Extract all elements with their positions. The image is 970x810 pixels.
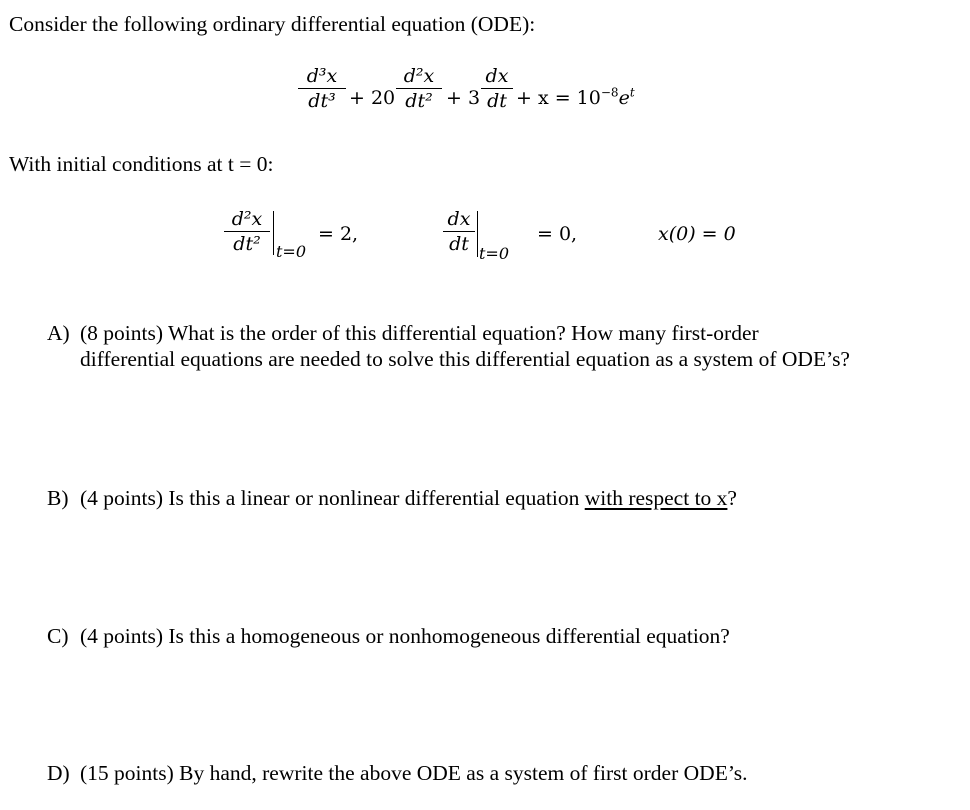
fraction-bar xyxy=(481,88,513,89)
fraction-denominator: dt xyxy=(487,90,507,112)
fraction-denominator: dt³ xyxy=(308,90,336,112)
fraction-denominator: dt xyxy=(449,233,469,255)
evaluation-bar xyxy=(477,211,478,257)
question-text: (4 points) Is this a homogeneous or nonhomogeneous differential equation? xyxy=(80,624,730,648)
intro-text: Consider the following ordinary differential equation (ODE): xyxy=(9,12,536,36)
fraction-numerator: d³x xyxy=(306,65,338,87)
condition-first-derivative-fraction xyxy=(443,208,475,255)
question-label: D) xyxy=(47,761,70,785)
question-label: A) xyxy=(47,321,70,345)
fraction-bar xyxy=(443,231,475,232)
condition-subscript: t=0 xyxy=(276,242,307,261)
ode-term-first-derivative xyxy=(481,65,513,112)
rhs-exponent-t: t xyxy=(629,85,635,100)
fraction-numerator: d²x xyxy=(403,65,435,87)
condition-initial-position: x(0) = 0 xyxy=(658,223,736,245)
ode-operator-20: + 20 xyxy=(349,87,396,109)
question-label: C) xyxy=(47,624,69,648)
fraction-bar xyxy=(396,88,442,89)
question-mark: ? xyxy=(727,486,737,510)
question-text-line-1: (8 points) What is the order of this differential equation? How many first-order xyxy=(80,321,759,345)
question-text: (15 points) By hand, rewrite the above ODE as a system of first order ODE’s. xyxy=(80,761,748,785)
fraction-denominator: dt² xyxy=(233,233,261,255)
rhs-base: e xyxy=(618,87,630,109)
question-text-line-2: differential equations are needed to solve this differential equation as a system of ODE’s? xyxy=(80,347,850,371)
underlined-phrase: with respect to x xyxy=(584,486,728,510)
ode-right-hand-side xyxy=(516,86,635,110)
fraction-bar xyxy=(298,88,346,89)
question-b xyxy=(47,485,957,515)
question-d xyxy=(47,760,957,790)
question-c xyxy=(47,623,957,653)
evaluation-bar xyxy=(273,211,274,255)
fraction-numerator: dx xyxy=(447,208,471,230)
initial-conditions-intro: With initial conditions at t = 0: xyxy=(9,152,274,176)
condition-value: = 0, xyxy=(537,223,578,245)
condition-value: = 2, xyxy=(318,223,359,245)
fraction-numerator: d²x xyxy=(231,208,263,230)
ode-term-third-derivative xyxy=(298,65,346,112)
fraction-numerator: dx xyxy=(485,65,509,87)
condition-second-derivative-fraction xyxy=(224,208,270,255)
ode-operator-3: + 3 xyxy=(446,87,481,109)
question-label: B) xyxy=(47,486,69,510)
question-text xyxy=(80,485,737,512)
condition-subscript: t=0 xyxy=(479,244,510,263)
fraction-bar xyxy=(224,231,270,232)
fraction-denominator: dt² xyxy=(405,90,433,112)
question-a xyxy=(47,320,957,376)
rhs-exponent: −8 xyxy=(600,85,619,100)
question-text-main: (4 points) Is this a linear or nonlinear differential equation xyxy=(80,486,585,510)
rhs-prefix: + x = 10 xyxy=(516,87,601,109)
ode-term-second-derivative xyxy=(396,65,442,112)
